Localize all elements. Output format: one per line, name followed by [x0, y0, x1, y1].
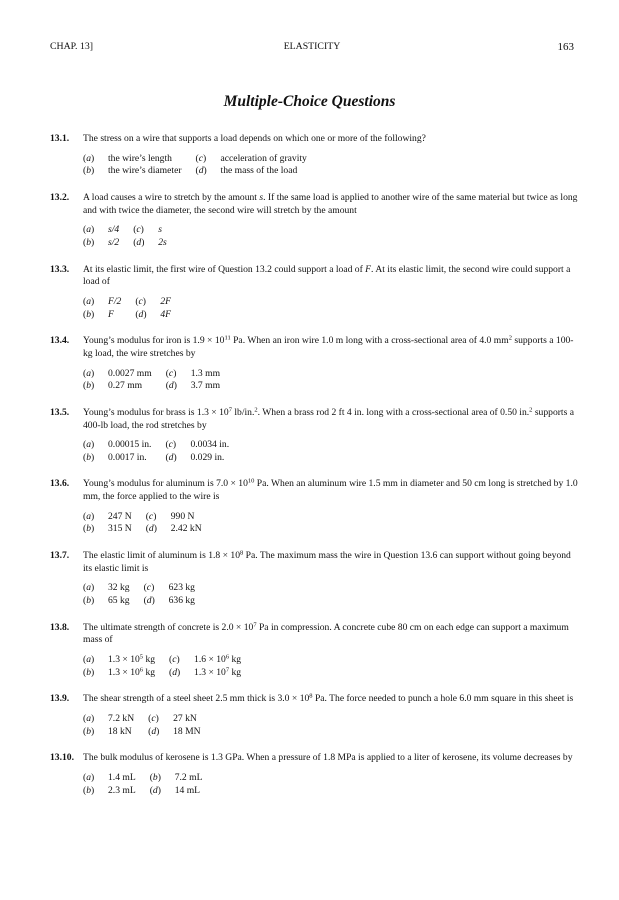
question-13-1: [50, 133, 580, 178]
choice: ( a ) $1.3 \times 10^5$ kg: [83, 654, 155, 667]
choice: ( d ) 4F: [135, 309, 171, 322]
question-13-8: [50, 622, 580, 680]
question-13-10: [50, 752, 580, 797]
answer-choices: [83, 153, 580, 178]
choice: ( a ) 7.2 kN: [83, 713, 134, 726]
choice: ( d ) 18 MN: [148, 726, 200, 739]
choice: ( d ) 3.7 mm: [166, 380, 220, 393]
question-number: 13.8.: [50, 621, 70, 633]
choice: ( c ) $1.6 \times 10^6$ kg: [169, 654, 241, 667]
question-text: The elastic limit of aluminum is $1.8 \times 10^8$ Pa. The maximum mass the wire in Question 13.6 can support without going beyond its elastic limit is: [83, 549, 571, 574]
answer-choices: [83, 296, 580, 321]
choice: ( d ) $1.3 \times 10^7$ kg: [169, 667, 241, 680]
choice: ( c ) 990 N: [146, 511, 202, 524]
choice: ( a ) s/4: [83, 224, 119, 237]
question-13-6: [50, 478, 580, 536]
choice: ( a ) the wire’s length: [83, 153, 182, 166]
section-title: Multiple-Choice Questions: [223, 93, 396, 110]
choice: ( b ) $1.3 \times 10^6$ kg: [83, 667, 155, 680]
choice: ( b ) 0.27 mm: [83, 380, 152, 393]
answer-choices: [83, 713, 580, 738]
question-text: Young’s modulus for aluminum is $7.0 \times 10^{10}$ Pa. When an aluminum wire 1.5 mm in diameter and 50 cm long is stretched by 1.0 mm, the force applied to the wire is: [83, 477, 578, 503]
question-13-9: [50, 693, 580, 738]
question-number: 13.10.: [50, 752, 74, 764]
question-13-5: [50, 407, 580, 465]
question-13-4: [50, 335, 580, 393]
choice: ( b ) 0.0017 in.: [83, 452, 151, 465]
question-13-2: [50, 192, 580, 250]
choice: ( a ) 247 N: [83, 511, 132, 524]
question-number: 13.3.: [50, 263, 70, 275]
choice: ( a ) 32 kg: [83, 582, 130, 595]
answer-choices: [83, 439, 580, 464]
choice: ( d ) 14 mL: [150, 785, 203, 798]
question-number: 13.7.: [50, 550, 70, 562]
question-text: The bulk modulus of kerosene is 1.3 GPa. When a pressure of 1.8 MPa is applied to a liter of kerosene, its volume decreases by: [83, 752, 573, 764]
answer-choices: [83, 224, 580, 249]
choice: ( b ) 18 kN: [83, 726, 134, 739]
answer-choices: [83, 368, 580, 393]
choice: ( a ) 0.00015 in.: [83, 439, 151, 452]
answer-choices: [83, 582, 580, 607]
choice: ( a ) F/2: [83, 296, 121, 309]
question-text: Young’s modulus for iron is $1.9 \times 10^{11}$ Pa. When an iron wire 1.0 m long with a cross-sectional area of 4.0 $mm^2$ supports a 100-kg load, the wire stretches by: [83, 334, 574, 359]
question-text: The ultimate strength of concrete is $2.0 \times 10^7$ Pa in compression. A concrete cube 80 cm on each edge can support a maximum mass of: [83, 621, 569, 646]
answer-choices: [83, 511, 580, 536]
page-number: 163: [557, 41, 574, 53]
choice: ( b ) 65 kg: [83, 595, 130, 608]
choice: ( d ) 636 kg: [144, 595, 195, 608]
choice: ( c ) 27 kN: [148, 713, 200, 726]
question-list: [50, 133, 580, 811]
choice: ( b ) s/2: [83, 237, 119, 250]
question-text: The shear strength of a steel sheet 2.5 mm thick is $3.0 \times 10^8$ Pa. The force needed to punch a hole 6.0 mm square in this sheet is: [83, 692, 574, 705]
choice: ( b ) F: [83, 309, 121, 322]
question-number: 13.2.: [50, 191, 70, 203]
choice: ( b ) the wire’s diameter: [83, 165, 182, 178]
question-text: Young’s modulus for brass is $1.3 \times 10^7$ lb/in.$^2$. When a brass rod 2 ft 4 in. long with a cross-sectional area of 0.50 in.$^2$ supports a 400-lb load, the rod stretches by: [83, 406, 574, 431]
choice: ( c ) 2F: [135, 296, 171, 309]
question-13-3: [50, 264, 580, 322]
question-number: 13.6.: [50, 478, 70, 490]
choice: ( c ) 1.3 mm: [166, 368, 220, 381]
question-13-7: [50, 550, 580, 608]
subject-title: ELASTICITY: [283, 41, 341, 52]
choice: ( b ) 2.3 mL: [83, 785, 136, 798]
question-number: 13.5.: [50, 406, 70, 418]
choice: ( b ) 7.2 mL: [150, 772, 203, 785]
choice: ( c ) 0.0034 in.: [165, 439, 229, 452]
answer-choices: [83, 654, 580, 679]
running-header: [50, 41, 574, 55]
question-number: 13.1.: [50, 133, 70, 144]
choice: ( c ) s: [133, 224, 167, 237]
question-number: 13.4.: [50, 335, 70, 347]
choice: ( d ) 2.42 kN: [146, 523, 202, 536]
choice: ( b ) 315 N: [83, 523, 132, 536]
chapter-label: CHAP. 13]: [50, 41, 94, 52]
choice: ( d ) 2s: [133, 237, 167, 250]
choice: ( a ) 0.0027 mm: [83, 368, 152, 381]
question-text: A load causes a wire to stretch by the amount s. If the same load is applied to another wire of the same material but twice as long and with twice the diameter, the second wire will stretch by the amount: [83, 191, 578, 216]
choice: ( d ) the mass of the load: [196, 165, 307, 178]
question-number: 13.9.: [50, 693, 70, 705]
question-text: At its elastic limit, the first wire of Question 13.2 could support a load of F. At its elastic limit, the second wire could support a load of: [83, 263, 571, 288]
choice: ( d ) 0.029 in.: [165, 452, 229, 465]
question-text: The stress on a wire that supports a load depends on which one or more of the following?: [83, 133, 426, 144]
choice: ( a ) 1.4 mL: [83, 772, 136, 785]
choice: ( c ) 623 kg: [144, 582, 195, 595]
choice: ( c ) acceleration of gravity: [196, 153, 307, 166]
answer-choices: [83, 772, 580, 797]
